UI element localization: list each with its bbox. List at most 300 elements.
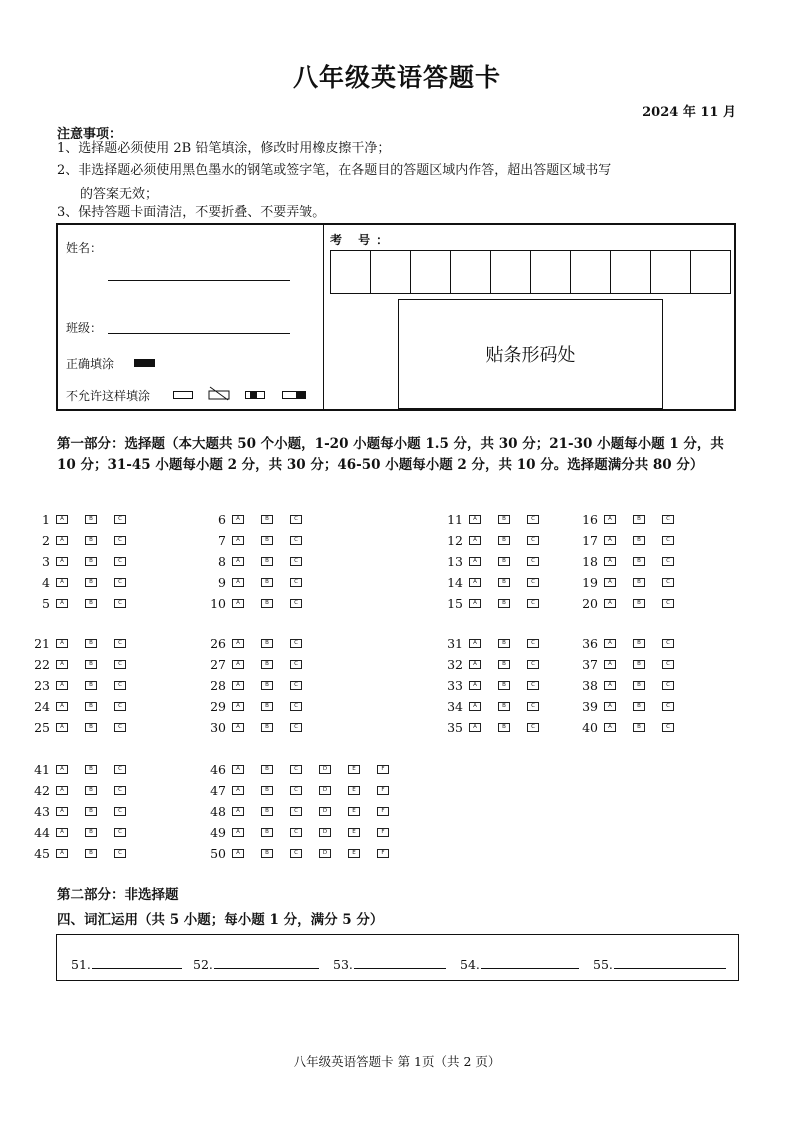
answer-bubble-a[interactable]: A <box>232 557 244 566</box>
answer-bubble-a[interactable]: A <box>232 849 244 858</box>
question-row <box>24 594 143 612</box>
question-number: 11 <box>447 511 463 527</box>
question-row <box>200 823 406 841</box>
answer-bubble-c[interactable]: C <box>290 681 302 690</box>
answer-bubble-c[interactable]: C <box>290 660 302 669</box>
answer-bubble-a[interactable]: A <box>469 723 481 732</box>
blank-55[interactable] <box>593 957 726 972</box>
answer-bubble-d[interactable]: D <box>319 807 331 816</box>
answer-bubble-b[interactable]: B <box>261 786 273 795</box>
answer-bubble-a[interactable]: A <box>56 828 68 837</box>
answer-bubble-a[interactable]: A <box>56 807 68 816</box>
question-number: 50 <box>210 845 226 861</box>
answer-bubble-a[interactable]: A <box>604 515 616 524</box>
question-row <box>437 676 556 694</box>
question-number: 5 <box>42 595 50 611</box>
answer-bubble-c[interactable]: C <box>290 599 302 608</box>
answer-bubble-c[interactable]: C <box>114 786 126 795</box>
answer-bubble-c[interactable]: C <box>290 639 302 648</box>
question-row <box>437 655 556 673</box>
answer-bubble-c[interactable]: C <box>662 578 674 587</box>
answer-bubble-c[interactable]: C <box>527 723 539 732</box>
question-number: 46 <box>210 761 226 777</box>
answer-bubble-e[interactable]: E <box>348 828 360 837</box>
answer-bubble-b[interactable]: B <box>85 702 97 711</box>
answer-bubble-c[interactable]: C <box>290 723 302 732</box>
wrong-fill-slash <box>206 385 232 401</box>
question-row <box>437 552 556 570</box>
question-number: 39 <box>582 698 598 714</box>
answer-bubble-c[interactable]: C <box>290 702 302 711</box>
answer-bubble-b[interactable]: B <box>85 536 97 545</box>
answer-bubble-a[interactable]: A <box>604 681 616 690</box>
question-number: 18 <box>582 553 598 569</box>
question-number: 47 <box>210 782 226 798</box>
question-number: 3 <box>42 553 50 569</box>
answer-bubble-b[interactable]: B <box>633 578 645 587</box>
answer-bubble-b[interactable]: B <box>85 849 97 858</box>
answer-bubble-c[interactable]: C <box>114 578 126 587</box>
question-number: 6 <box>218 511 226 527</box>
exam-no-cell[interactable] <box>451 251 491 293</box>
question-number: 30 <box>210 719 226 735</box>
answer-bubble-c[interactable]: C <box>114 536 126 545</box>
answer-bubble-b[interactable]: B <box>498 702 510 711</box>
question-number: 45 <box>34 845 50 861</box>
question-row <box>572 697 691 715</box>
answer-bubble-d[interactable]: D <box>319 828 331 837</box>
page-footer: 八年级英语答题卡 第 1页（共 2 页） <box>293 1054 501 1069</box>
question-row <box>200 594 319 612</box>
answer-bubble-a[interactable]: A <box>56 765 68 774</box>
question-number: 13 <box>447 553 463 569</box>
answer-bubble-b[interactable]: B <box>261 681 273 690</box>
answer-bubble-c[interactable]: C <box>527 578 539 587</box>
answer-bubble-a[interactable]: A <box>56 515 68 524</box>
correct-fill-sample <box>134 359 155 367</box>
answer-bubble-a[interactable]: A <box>56 578 68 587</box>
question-number: 41 <box>34 761 50 777</box>
question-number: 22 <box>34 656 50 672</box>
exam-no-cell[interactable] <box>571 251 611 293</box>
answer-bubble-c[interactable]: C <box>527 639 539 648</box>
answer-bubble-c[interactable]: C <box>290 828 302 837</box>
answer-bubble-c[interactable]: C <box>114 828 126 837</box>
answer-bubble-c[interactable]: C <box>290 807 302 816</box>
answer-bubble-c[interactable]: C <box>527 515 539 524</box>
question-row <box>572 552 691 570</box>
info-divider <box>323 225 324 411</box>
question-row <box>24 573 143 591</box>
blank-54[interactable] <box>460 957 579 972</box>
answer-bubble-c[interactable]: C <box>662 702 674 711</box>
answer-bubble-a[interactable]: A <box>604 557 616 566</box>
answer-bubble-c[interactable]: C <box>290 536 302 545</box>
vocab-answer-box <box>56 934 739 981</box>
question-number: 19 <box>582 574 598 590</box>
answer-bubble-a[interactable]: A <box>232 660 244 669</box>
answer-bubble-e[interactable]: E <box>348 849 360 858</box>
answer-bubble-b[interactable]: B <box>498 557 510 566</box>
notice-item-3: 3、保持答题卡面清洁，不要折叠、不要弄皱。 <box>57 205 326 220</box>
answer-bubble-b[interactable]: B <box>261 765 273 774</box>
name-field[interactable] <box>108 280 290 281</box>
class-field[interactable] <box>108 333 290 334</box>
question-number: 16 <box>582 511 598 527</box>
question-row <box>24 697 143 715</box>
answer-bubble-b[interactable]: B <box>85 807 97 816</box>
answer-bubble-d[interactable]: D <box>319 786 331 795</box>
answer-bubble-b[interactable]: B <box>633 723 645 732</box>
question-number: 35 <box>447 719 463 735</box>
question-number: 10 <box>210 595 226 611</box>
answer-bubble-b[interactable]: B <box>85 557 97 566</box>
answer-bubble-c[interactable]: C <box>290 786 302 795</box>
blank-53[interactable] <box>333 957 446 972</box>
notice-item-2: 2、非选择题必须使用黑色墨水的钢笔或签字笔，在各题目的答题区域内作答，超出答题区域书写 <box>57 163 612 178</box>
answer-bubble-a[interactable]: A <box>469 660 481 669</box>
answer-bubble-c[interactable]: C <box>527 557 539 566</box>
answer-bubble-b[interactable]: B <box>498 723 510 732</box>
question-number: 14 <box>447 574 463 590</box>
answer-bubble-d[interactable]: D <box>319 849 331 858</box>
answer-bubble-c[interactable]: C <box>662 515 674 524</box>
question-row <box>24 655 143 673</box>
wrong-fill-partial-2 <box>282 391 306 399</box>
question-number: 28 <box>210 677 226 693</box>
answer-bubble-b[interactable]: B <box>85 515 97 524</box>
answer-bubble-c[interactable]: C <box>290 849 302 858</box>
question-number: 12 <box>447 532 463 548</box>
blank-number: 52. <box>193 957 213 972</box>
question-row <box>24 760 143 778</box>
exam-no-cell[interactable] <box>651 251 691 293</box>
answer-bubble-c[interactable]: C <box>527 702 539 711</box>
answer-bubble-f[interactable]: F <box>377 828 389 837</box>
question-row <box>200 844 406 862</box>
answer-bubble-e[interactable]: E <box>348 786 360 795</box>
question-number: 15 <box>447 595 463 611</box>
answer-bubble-a[interactable]: A <box>232 786 244 795</box>
answer-bubble-a[interactable]: A <box>56 723 68 732</box>
question-row <box>437 718 556 736</box>
wrong-fill-partial-1 <box>245 391 265 399</box>
answer-bubble-a[interactable]: A <box>56 702 68 711</box>
question-row <box>437 634 556 652</box>
answer-bubble-a[interactable]: A <box>232 536 244 545</box>
exam-no-label: 考 号： <box>330 233 395 247</box>
class-label: 班级： <box>66 321 103 335</box>
exam-no-cell[interactable] <box>371 251 411 293</box>
answer-bubble-c[interactable]: C <box>662 599 674 608</box>
answer-bubble-b[interactable]: B <box>261 639 273 648</box>
question-row <box>24 634 143 652</box>
question-number: 24 <box>34 698 50 714</box>
answer-bubble-a[interactable]: A <box>232 681 244 690</box>
answer-bubble-b[interactable]: B <box>261 557 273 566</box>
answer-bubble-a[interactable]: A <box>604 723 616 732</box>
answer-bubble-b[interactable]: B <box>498 578 510 587</box>
question-number: 36 <box>582 635 598 651</box>
question-row <box>200 634 319 652</box>
answer-bubble-c[interactable]: C <box>114 639 126 648</box>
answer-bubble-b[interactable]: B <box>633 515 645 524</box>
answer-bubble-b[interactable]: B <box>261 515 273 524</box>
blank-number: 51. <box>71 957 91 972</box>
answer-bubble-c[interactable]: C <box>290 765 302 774</box>
answer-bubble-c[interactable]: C <box>114 765 126 774</box>
part1-heading: 第一部分：选择题（本大题共 50 个小题，1-20 小题每小题 1.5 分，共 30 分；21-30 小题每小题 1 分，共 10 分；31-45 小题每小题 2 分，共 30 分；46-50 小题每小题 2 分，共 10 分。选择题满分共 80 分） <box>57 436 724 473</box>
answer-bubble-b[interactable]: B <box>633 660 645 669</box>
answer-bubble-a[interactable]: A <box>604 660 616 669</box>
question-number: 21 <box>34 635 50 651</box>
answer-bubble-b[interactable]: B <box>633 557 645 566</box>
answer-bubble-e[interactable]: E <box>348 765 360 774</box>
answer-bubble-b[interactable]: B <box>261 660 273 669</box>
answer-bubble-f[interactable]: F <box>377 849 389 858</box>
question-number: 9 <box>218 574 226 590</box>
answer-bubble-b[interactable]: B <box>633 681 645 690</box>
question-number: 29 <box>210 698 226 714</box>
question-number: 37 <box>582 656 598 672</box>
answer-bubble-b[interactable]: B <box>261 807 273 816</box>
answer-bubble-b[interactable]: B <box>85 599 97 608</box>
answer-bubble-c[interactable]: C <box>290 557 302 566</box>
answer-bubble-a[interactable]: A <box>232 599 244 608</box>
answer-bubble-f[interactable]: F <box>377 786 389 795</box>
answer-bubble-c[interactable]: C <box>527 536 539 545</box>
question-row <box>572 718 691 736</box>
answer-bubble-c[interactable]: C <box>662 660 674 669</box>
answer-bubble-d[interactable]: D <box>319 765 331 774</box>
question-row <box>24 531 143 549</box>
question-number: 4 <box>42 574 50 590</box>
blank-number: 53. <box>333 957 353 972</box>
answer-bubble-a[interactable]: A <box>232 639 244 648</box>
answer-bubble-a[interactable]: A <box>469 557 481 566</box>
answer-bubble-c[interactable]: C <box>114 723 126 732</box>
answer-bubble-b[interactable]: B <box>261 828 273 837</box>
answer-bubble-b[interactable]: B <box>85 639 97 648</box>
exam-no-cell[interactable] <box>611 251 651 293</box>
question-number: 43 <box>34 803 50 819</box>
exam-no-grid[interactable] <box>330 250 731 294</box>
answer-bubble-b[interactable]: B <box>85 723 97 732</box>
answer-bubble-a[interactable]: A <box>604 578 616 587</box>
question-number: 44 <box>34 824 50 840</box>
answer-bubble-c[interactable]: C <box>114 660 126 669</box>
answer-bubble-a[interactable]: A <box>232 515 244 524</box>
exam-no-cell[interactable] <box>411 251 451 293</box>
question-row <box>200 573 319 591</box>
question-number: 34 <box>447 698 463 714</box>
answer-bubble-a[interactable]: A <box>469 515 481 524</box>
answer-bubble-b[interactable]: B <box>261 723 273 732</box>
answer-bubble-a[interactable]: A <box>604 536 616 545</box>
answer-bubble-b[interactable]: B <box>261 536 273 545</box>
question-row <box>437 573 556 591</box>
exam-no-cell[interactable] <box>531 251 571 293</box>
answer-bubble-a[interactable]: A <box>56 660 68 669</box>
answer-bubble-b[interactable]: B <box>498 660 510 669</box>
question-row <box>200 760 406 778</box>
answer-bubble-c[interactable]: C <box>114 515 126 524</box>
answer-bubble-f[interactable]: F <box>377 765 389 774</box>
answer-bubble-c[interactable]: C <box>662 536 674 545</box>
answer-bubble-c[interactable]: C <box>114 599 126 608</box>
question-row <box>572 655 691 673</box>
answer-bubble-a[interactable]: A <box>56 639 68 648</box>
answer-bubble-b[interactable]: B <box>498 599 510 608</box>
question-number: 49 <box>210 824 226 840</box>
blank-line[interactable] <box>92 968 182 969</box>
answer-bubble-a[interactable]: A <box>469 639 481 648</box>
answer-bubble-c[interactable]: C <box>662 723 674 732</box>
question-number: 32 <box>447 656 463 672</box>
notices-heading: 注意事项： <box>57 127 123 142</box>
answer-bubble-c[interactable]: C <box>114 849 126 858</box>
question-row <box>200 552 319 570</box>
question-number: 38 <box>582 677 598 693</box>
answer-bubble-a[interactable]: A <box>56 849 68 858</box>
exam-no-cell[interactable] <box>491 251 531 293</box>
question-row <box>200 510 319 528</box>
question-number: 1 <box>42 511 50 527</box>
answer-bubble-a[interactable]: A <box>56 786 68 795</box>
question-number: 25 <box>34 719 50 735</box>
question-row <box>437 594 556 612</box>
exam-no-cell[interactable] <box>331 251 371 293</box>
answer-bubble-b[interactable]: B <box>261 578 273 587</box>
question-row <box>572 531 691 549</box>
question-row <box>200 802 406 820</box>
answer-bubble-c[interactable]: C <box>290 515 302 524</box>
answer-bubble-a[interactable]: A <box>469 702 481 711</box>
question-number: 23 <box>34 677 50 693</box>
answer-bubble-a[interactable]: A <box>604 702 616 711</box>
answer-bubble-c[interactable]: C <box>290 578 302 587</box>
student-info-box <box>56 223 736 411</box>
section4-heading: 四、词汇运用（共 5 小题；每小题 1 分，满分 5 分） <box>57 912 384 928</box>
question-row <box>24 552 143 570</box>
question-number: 42 <box>34 782 50 798</box>
question-row <box>24 510 143 528</box>
answer-bubble-b[interactable]: B <box>498 515 510 524</box>
answer-bubble-b[interactable]: B <box>633 599 645 608</box>
answer-bubble-c[interactable]: C <box>114 681 126 690</box>
answer-bubble-a[interactable]: A <box>56 536 68 545</box>
question-number: 2 <box>42 532 50 548</box>
answer-bubble-a[interactable]: A <box>232 578 244 587</box>
answer-bubble-b[interactable]: B <box>633 639 645 648</box>
blank-number: 54. <box>460 957 480 972</box>
answer-bubble-a[interactable]: A <box>232 828 244 837</box>
answer-bubble-c[interactable]: C <box>114 807 126 816</box>
wrong-fill-label: 不允许这样填涂 <box>66 389 151 403</box>
answer-bubble-c[interactable]: C <box>662 681 674 690</box>
blank-line[interactable] <box>354 968 446 969</box>
exam-date: 2024 年 11 月 <box>642 105 736 120</box>
question-number: 17 <box>582 532 598 548</box>
answer-bubble-b[interactable]: B <box>85 786 97 795</box>
answer-bubble-a[interactable]: A <box>469 599 481 608</box>
blank-52[interactable] <box>193 957 319 972</box>
answer-bubble-f[interactable]: F <box>377 807 389 816</box>
question-row <box>24 781 143 799</box>
part2-heading: 第二部分：非选择题 <box>57 887 179 903</box>
answer-bubble-b[interactable]: B <box>498 536 510 545</box>
question-row <box>24 844 143 862</box>
answer-bubble-b[interactable]: B <box>261 702 273 711</box>
answer-bubble-a[interactable]: A <box>232 723 244 732</box>
answer-bubble-a[interactable]: A <box>56 599 68 608</box>
answer-bubble-b[interactable]: B <box>498 681 510 690</box>
answer-bubble-a[interactable]: A <box>56 557 68 566</box>
question-row <box>24 802 143 820</box>
question-number: 40 <box>582 719 598 735</box>
answer-bubble-b[interactable]: B <box>633 536 645 545</box>
question-row <box>200 781 406 799</box>
answer-bubble-c[interactable]: C <box>114 557 126 566</box>
question-row <box>572 634 691 652</box>
question-row <box>200 655 319 673</box>
answer-bubble-c[interactable]: C <box>527 681 539 690</box>
answer-bubble-b[interactable]: B <box>85 828 97 837</box>
answer-bubble-b[interactable]: B <box>85 578 97 587</box>
blank-51[interactable] <box>71 957 182 972</box>
answer-bubble-a[interactable]: A <box>232 702 244 711</box>
answer-bubble-a[interactable]: A <box>469 536 481 545</box>
answer-bubble-c[interactable]: C <box>662 557 674 566</box>
answer-bubble-c[interactable]: C <box>527 660 539 669</box>
answer-bubble-b[interactable]: B <box>85 681 97 690</box>
answer-bubble-a[interactable]: A <box>56 681 68 690</box>
exam-no-cell[interactable] <box>691 251 730 293</box>
question-row <box>24 823 143 841</box>
question-number: 33 <box>447 677 463 693</box>
blank-line[interactable] <box>614 968 726 969</box>
question-row <box>24 718 143 736</box>
answer-bubble-b[interactable]: B <box>498 639 510 648</box>
answer-bubble-a[interactable]: A <box>604 639 616 648</box>
answer-bubble-c[interactable]: C <box>114 702 126 711</box>
answer-bubble-a[interactable]: A <box>469 681 481 690</box>
answer-bubble-b[interactable]: B <box>85 765 97 774</box>
answer-bubble-b[interactable]: B <box>85 660 97 669</box>
answer-bubble-e[interactable]: E <box>348 807 360 816</box>
answer-bubble-a[interactable]: A <box>604 599 616 608</box>
page-title: 八年级英语答题卡 <box>292 63 501 92</box>
answer-bubble-a[interactable]: A <box>232 765 244 774</box>
question-number: 8 <box>218 553 226 569</box>
answer-bubble-b[interactable]: B <box>633 702 645 711</box>
blank-line[interactable] <box>481 968 579 969</box>
question-number: 48 <box>210 803 226 819</box>
answer-bubble-c[interactable]: C <box>527 599 539 608</box>
question-row <box>200 697 319 715</box>
question-number: 27 <box>210 656 226 672</box>
blank-line[interactable] <box>214 968 319 969</box>
answer-bubble-a[interactable]: A <box>232 807 244 816</box>
name-label: 姓名： <box>66 241 103 255</box>
question-row <box>200 531 319 549</box>
answer-bubble-c[interactable]: C <box>662 639 674 648</box>
answer-bubble-b[interactable]: B <box>261 599 273 608</box>
answer-bubble-a[interactable]: A <box>469 578 481 587</box>
answer-bubble-b[interactable]: B <box>261 849 273 858</box>
correct-fill-label: 正确填涂 <box>66 357 115 371</box>
question-row <box>437 531 556 549</box>
